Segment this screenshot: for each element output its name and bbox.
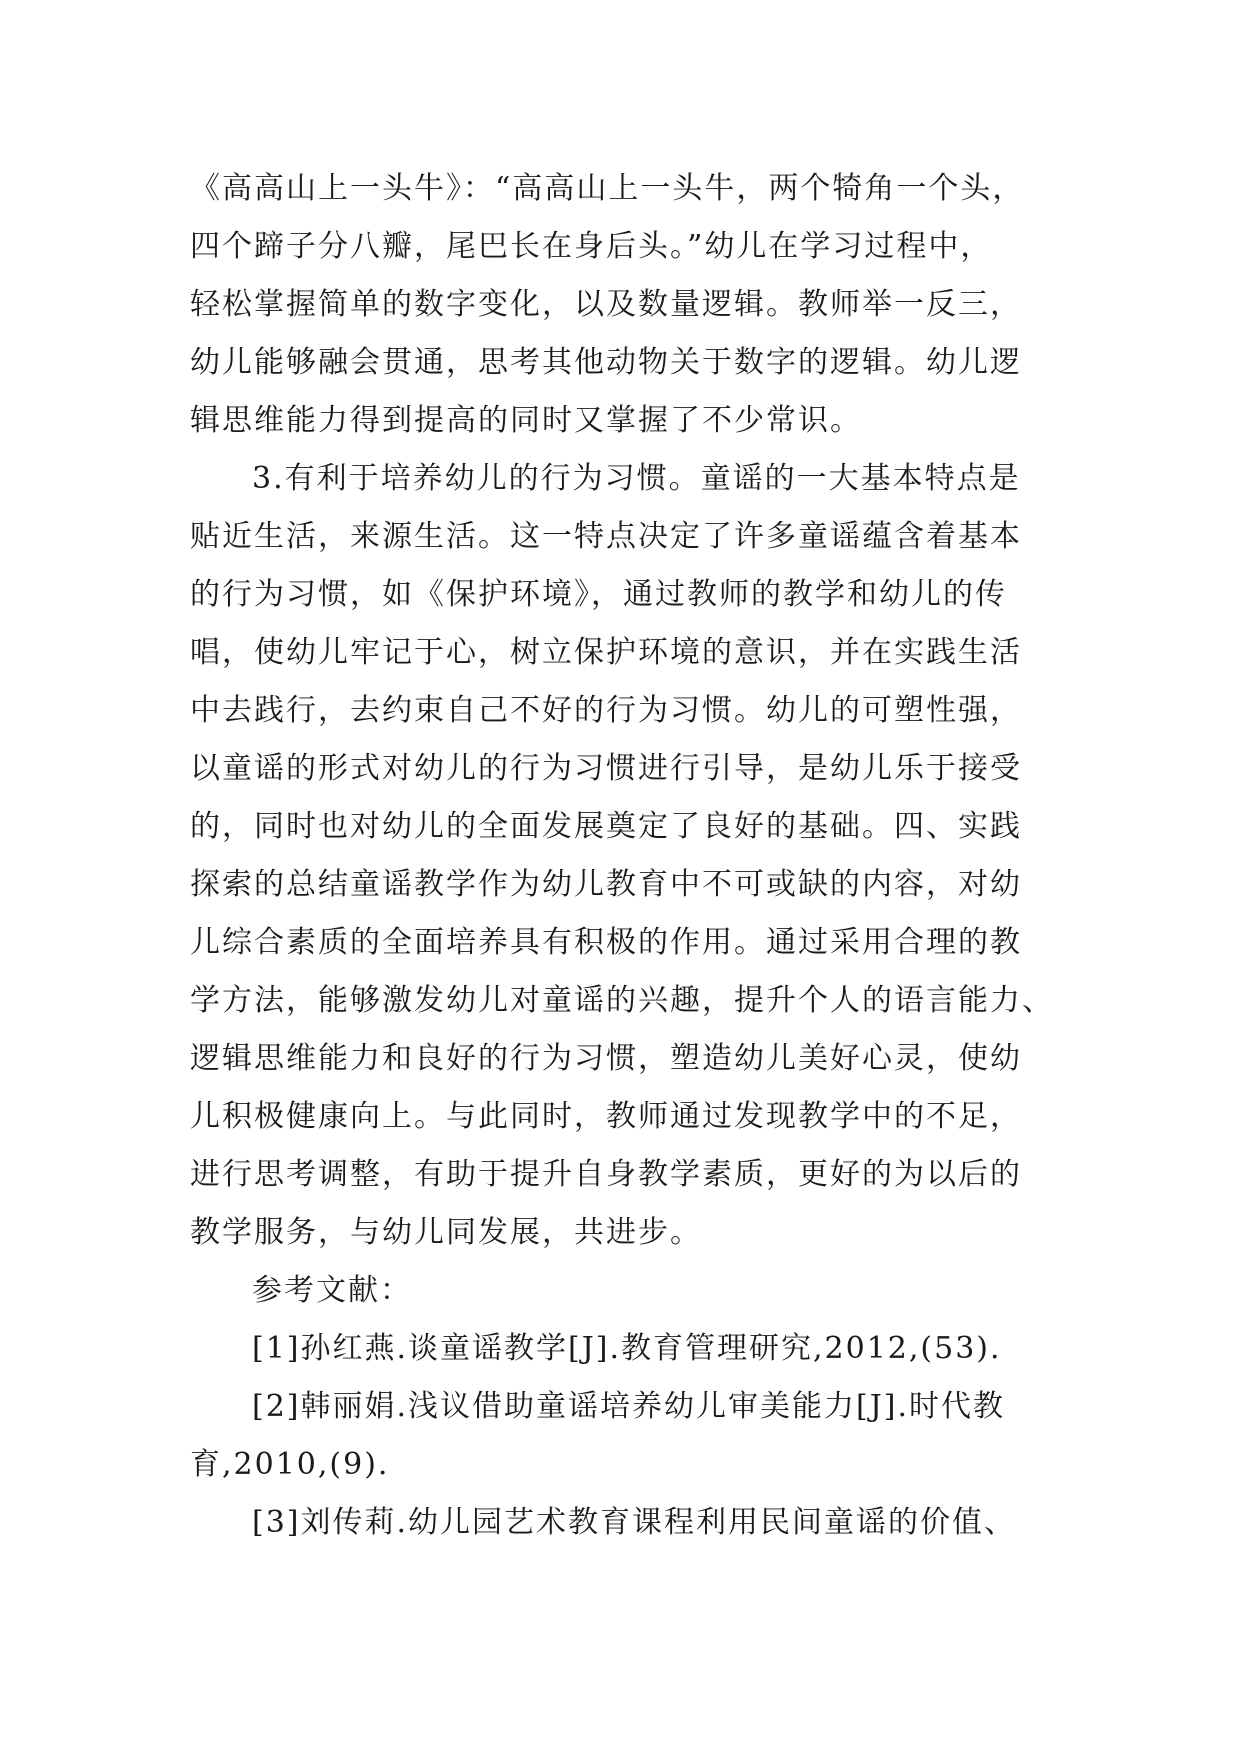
text-line: 探索的总结童谣教学作为幼儿教育中不可或缺的内容，对幼 <box>190 867 1022 902</box>
text-line: [3]刘传莉.幼儿园艺术教育课程利用民间童谣的价值、 <box>252 1505 1017 1540</box>
text-line: 儿积极健康向上。与此同时，教师通过发现教学中的不足， <box>190 1099 1022 1134</box>
text-line: 的行为习惯，如《保护环境》，通过教师的教学和幼儿的传 <box>190 577 1007 612</box>
text-line: 参考文献： <box>252 1273 412 1308</box>
text-line: 贴近生活，来源生活。这一特点决定了许多童谣蕴含着基本 <box>190 519 1022 554</box>
text-line: 3.有利于培养幼儿的行为习惯。童谣的一大基本特点是 <box>252 461 1021 496</box>
text-line: 进行思考调整，有助于提升自身教学素质，更好的为以后的 <box>190 1157 1022 1192</box>
text-line: 《高高山上一头牛》：“高高山上一头牛，两个犄角一个头， <box>190 171 1025 206</box>
text-line: 中去践行，去约束自己不好的行为习惯。幼儿的可塑性强， <box>190 693 1022 728</box>
text-line: [2]韩丽娟.浅议借助童谣培养幼儿审美能力[J].时代教 <box>252 1389 1006 1424</box>
text-line: 逻辑思维能力和良好的行为习惯，塑造幼儿美好心灵，使幼 <box>190 1041 1022 1076</box>
text-line: [1]孙红燕.谈童谣教学[J].教育管理研究,2012,(53). <box>252 1331 1002 1366</box>
text-line: 育,2010,(9). <box>190 1447 390 1482</box>
body-text <box>190 160 1070 1552</box>
text-line: 学方法，能够激发幼儿对童谣的兴趣，提升个人的语言能力、 <box>190 983 1054 1018</box>
text-line: 辑思维能力得到提高的同时又掌握了不少常识。 <box>190 403 862 438</box>
text-line: 教学服务，与幼儿同发展，共进步。 <box>190 1215 702 1250</box>
text-line: 四个蹄子分八瓣，尾巴长在身后头。”幼儿在学习过程中， <box>190 229 993 264</box>
text-line: 以童谣的形式对幼儿的行为习惯进行引导，是幼儿乐于接受 <box>190 751 1022 786</box>
text-line: 唱，使幼儿牢记于心，树立保护环境的意识，并在实践生活 <box>190 635 1022 670</box>
text-line: 儿综合素质的全面培养具有积极的作用。通过采用合理的教 <box>190 925 1022 960</box>
text-line: 的，同时也对幼儿的全面发展奠定了良好的基础。四、实践 <box>190 809 1022 844</box>
text-line: 轻松掌握简单的数字变化，以及数量逻辑。教师举一反三， <box>190 287 1022 322</box>
text-line: 幼儿能够融会贯通，思考其他动物关于数字的逻辑。幼儿逻 <box>190 345 1022 380</box>
